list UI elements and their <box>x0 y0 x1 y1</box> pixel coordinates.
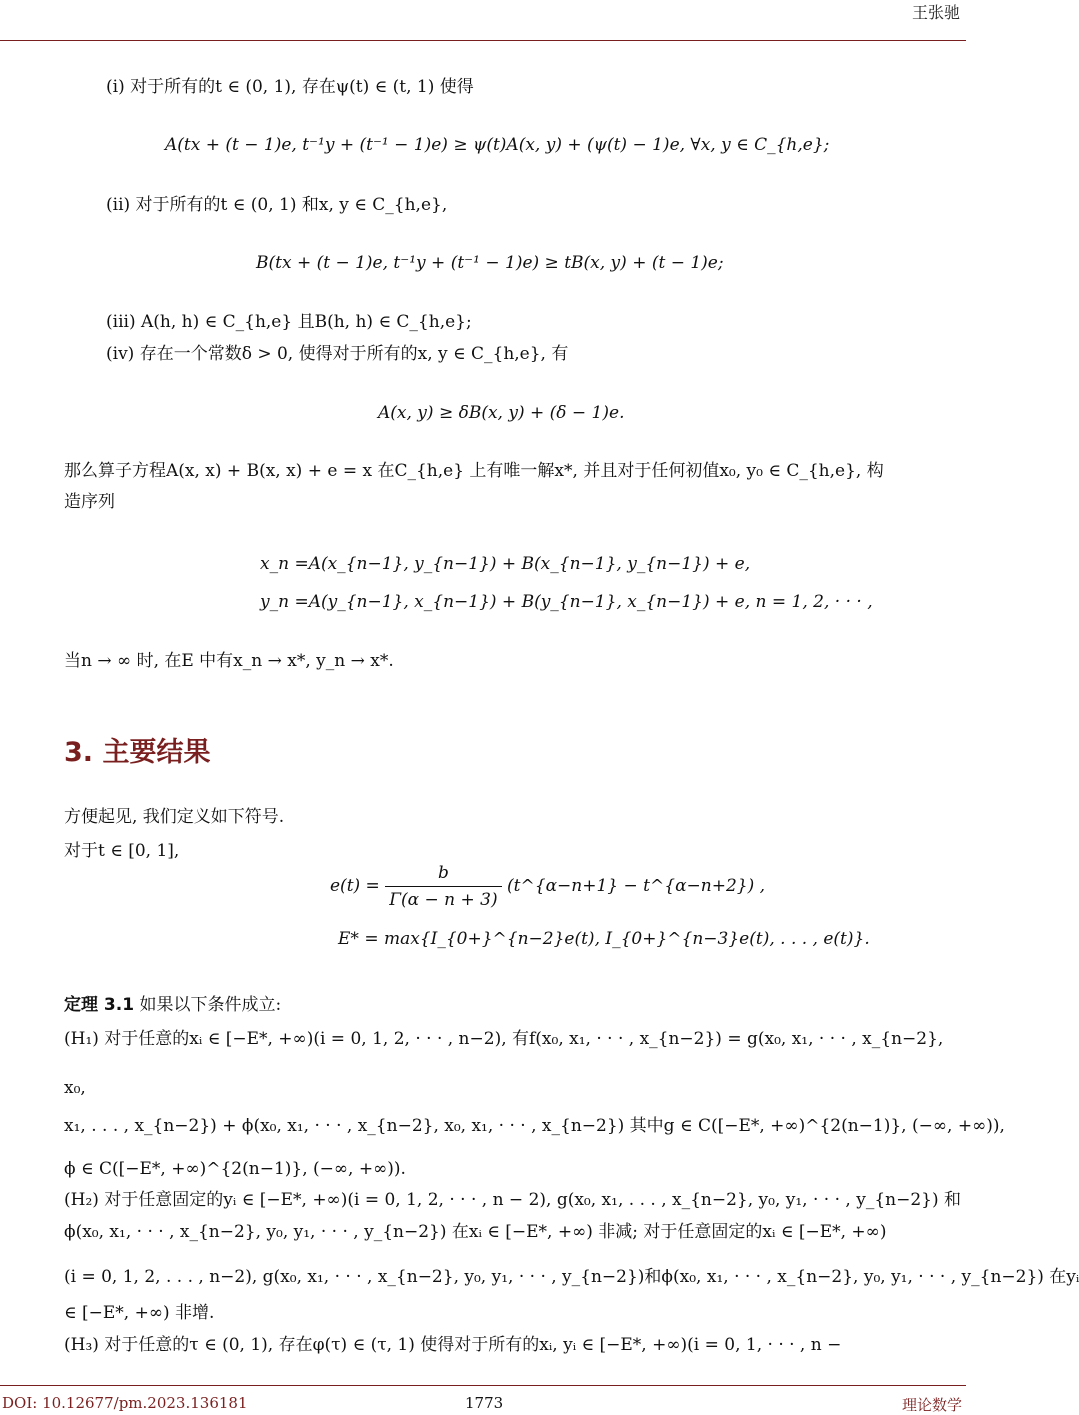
conclusion-line-1: 那么算子方程A(x, x) + B(x, x) + e = x 在C_{h,e} 上有唯一解x*, 并且对于任何初值x₀, y₀ ∈ C_{h,e}, 构 <box>64 461 884 481</box>
h1-line-1: (H₁) 对于任意的xᵢ ∈ [−E*, +∞)(i = 0, 1, 2, · · · , n−2), 有f(x₀, x₁, · · · , x_{n−2}) = g(x₀, x₁, · · · , x_{n−2}, <box>64 1029 944 1049</box>
theorem-intro: 如果以下条件成立: <box>139 995 282 1015</box>
limit-statement: 当n → ∞ 时, 在E 中有x_n → x*, y_n → x*. <box>64 651 394 671</box>
section-intro-2: 对于t ∈ [0, 1], <box>64 841 180 861</box>
h2-line-4: ∈ [−E*, +∞) 非增. <box>64 1303 215 1323</box>
sequence-y: y_n =A(y_{n−1}, x_{n−1}) + B(y_{n−1}, x_{n−1}) + e, n = 1, 2, · · · , <box>260 592 873 612</box>
h2-line-1: (H₂) 对于任意固定的yᵢ ∈ [−E*, +∞)(i = 0, 1, 2, · · · , n − 2), g(x₀, x₁, . . . , x_{n−2}, y₀, y₁, · · · , y_{n−2}) 和 <box>64 1190 961 1210</box>
et-fraction <box>385 860 501 913</box>
section-intro-1: 方便起见, 我们定义如下符号. <box>64 807 285 827</box>
page-number: 1773 <box>465 1394 504 1412</box>
h2-line-3: (i = 0, 1, 2, . . . , n−2), g(x₀, x₁, · · · , x_{n−2}, y₀, y₁, · · · , y_{n−2})和ϕ(x₀, x₁, · · · , x_{n−2}, y₀, y₁, · · · , y_{n−2}) 在yᵢ <box>64 1267 1079 1287</box>
h1-line-2: x₀, <box>64 1078 86 1098</box>
section-title: 3. 主要结果 <box>64 737 211 768</box>
author-name: 王张驰 <box>911 3 960 22</box>
condition-ii: (ii) 对于所有的t ∈ (0, 1) 和x, y ∈ C_{h,e}, <box>106 195 448 215</box>
h3-line-1: (H₃) 对于任意的τ ∈ (0, 1), 存在φ(τ) ∈ (τ, 1) 使得对于所有的xᵢ, yᵢ ∈ [−E*, +∞)(i = 0, 1, · · · , n − <box>64 1335 842 1355</box>
et-denominator: Γ(α − n + 3) <box>389 890 498 910</box>
doi-link[interactable]: DOI: 10.12677/pm.2023.136181 <box>2 1394 248 1412</box>
page-header <box>0 0 966 41</box>
theorem-label: 定理 3.1 <box>64 995 135 1015</box>
h1-line-4: ϕ ∈ C([−E*, +∞)^{2(n−1)}, (−∞, +∞)). <box>64 1159 406 1179</box>
condition-iv: (iv) 存在一个常数δ > 0, 使得对于所有的x, y ∈ C_{h,e}, 有 <box>106 344 569 364</box>
condition-iv-equation: A(x, y) ≥ δB(x, y) + (δ − 1)e. <box>378 403 625 423</box>
condition-ii-equation: B(tx + (t − 1)e, t⁻¹y + (t⁻¹ − 1)e) ≥ tB(x, y) + (t − 1)e; <box>256 253 724 273</box>
condition-i-equation: A(tx + (t − 1)e, t⁻¹y + (t⁻¹ − 1)e) ≥ ψ(t)A(x, y) + (ψ(t) − 1)e, ∀x, y ∈ C_{h,e}; <box>165 135 830 155</box>
h1-line-3: x₁, . . . , x_{n−2}) + ϕ(x₀, x₁, · · · , x_{n−2}, x₀, x₁, · · · , x_{n−2}) 其中g ∈ C([−E*, +∞)^{2(n−1)}, (−∞, +∞)), <box>64 1116 1005 1136</box>
et-numerator: b <box>385 860 501 887</box>
conclusion-line-2: 造序列 <box>64 492 115 512</box>
condition-iii: (iii) A(h, h) ∈ C_{h,e} 且B(h, h) ∈ C_{h,e}; <box>106 312 472 332</box>
journal-name: 理论数学 <box>901 1396 962 1414</box>
h2-line-2: ϕ(x₀, x₁, · · · , x_{n−2}, y₀, y₁, · · · , y_{n−2}) 在xᵢ ∈ [−E*, +∞) 非减; 对于任意固定的xᵢ ∈ [−E*, +∞) <box>64 1222 887 1242</box>
page-footer <box>0 1385 966 1415</box>
sequence-x: x_n =A(x_{n−1}, y_{n−1}) + B(x_{n−1}, y_{n−1}) + e, <box>260 554 751 574</box>
et-definition <box>330 860 765 913</box>
et-rhs: (t^{α−n+1} − t^{α−n+2}) , <box>507 876 766 896</box>
et-lhs: e(t) = <box>330 876 380 896</box>
estar-definition: E* = max{I_{0+}^{n−2}e(t), I_{0+}^{n−3}e(t), . . . , e(t)}. <box>338 929 870 949</box>
theorem-heading <box>64 994 281 1016</box>
condition-i: (i) 对于所有的t ∈ (0, 1), 存在ψ(t) ∈ (t, 1) 使得 <box>106 77 474 97</box>
